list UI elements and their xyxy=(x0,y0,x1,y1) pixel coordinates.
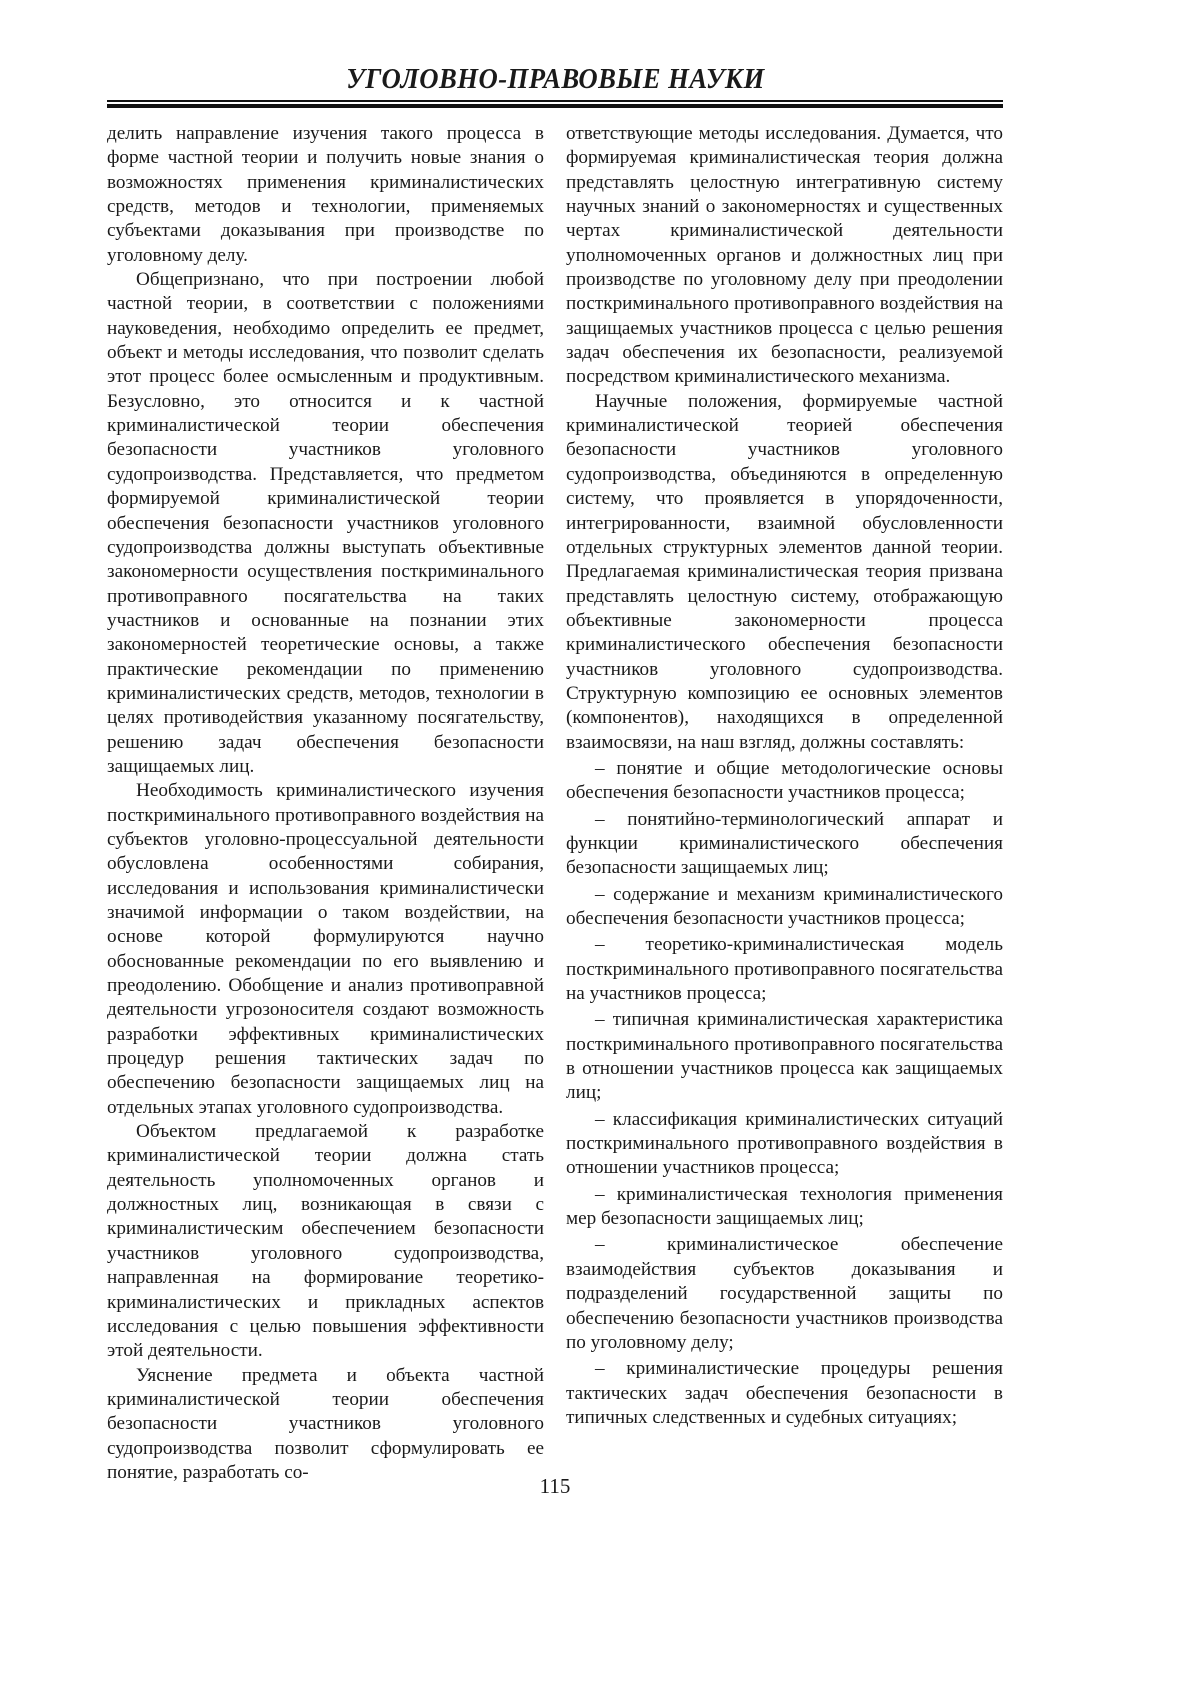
left-column xyxy=(107,122,544,1485)
paragraph: Необходимость криминалистического изучения посткриминального противоправного воздействия на субъектов уголовно-процессуальной деятельности обусловлена особенностями собирания, исследования и использования криминалистически значимой информации о таком воздействии, на основе которой формулируются научно обоснованные рекомендации по его выявлению и преодолению. Обобщение и анализ противоправной деятельности угрозоносителя создают возможность разработки эффективных криминалистических процедур решения тактических задач по обеспечению безопасности защищаемых лиц на отдельных этапах уголовного судопроизводства. xyxy=(107,780,544,1118)
list-item: – типичная криминалистическая характеристика посткриминального противоправного посягательства в отношении участников процесса как защищаемых лиц; xyxy=(566,1009,1003,1104)
section-title: УГОЛОВНО-ПРАВОВЫЕ НАУКИ xyxy=(345,63,765,95)
header-rule-thin xyxy=(107,100,1003,102)
paragraph-continuation: ответствующие методы исследования. Думается, что формируемая криминалистическая теория должна представлять целостную интегративную систему научных знаний о закономерностях и существенных чертах криминалистической деятельности уполномоченных органов и должностных лиц при производстве по уголовному делу при преодолении посткриминального противоправного воздействия на защищаемых участников процесса с целью решения задач обеспечения их безопасности, реализуемой посредством криминалистического механизма. xyxy=(566,123,1003,388)
paragraph-continuation: делить направление изучения такого процесса в форме частной теории и получить новые знания о возможностях применения криминалистических средств, методов и технологии, применяемых субъектами доказывания при производстве по уголовному делу. xyxy=(107,123,544,266)
list-item: – криминалистическая технология применения мер безопасности защищаемых лиц; xyxy=(566,1183,1003,1230)
list-item: – понятийно-терминологический аппарат и функции криминалистического обеспечения безопасности защищаемых лиц; xyxy=(566,808,1003,879)
header-rule-thick xyxy=(107,104,1003,108)
list-item: – криминалистические процедуры решения тактических задач обеспечения безопасности в типичных следственных и судебных ситуациях; xyxy=(566,1358,1003,1428)
list-item: – содержание и механизм криминалистического обеспечения безопасности участников процесса; xyxy=(566,883,1003,929)
list-item: – классификация криминалистических ситуаций посткриминального противоправного воздействия в отношении участников процесса; xyxy=(566,1108,1003,1179)
list-item: – понятие и общие методологические основы обеспечения безопасности участников процесса; xyxy=(566,757,1003,804)
list-item: – криминалистическое обеспечение взаимодействия субъектов доказывания и подразделений государственной защиты по обеспечению безопасности участников производства по уголовному делу; xyxy=(566,1234,1003,1353)
paragraph: Уяснение предмета и объекта частной криминалистической теории обеспечения безопасности участников уголовного судопроизводства позволит сформулировать ее понятие, разработать со- xyxy=(107,1364,544,1483)
running-header xyxy=(107,62,1003,96)
paragraph: Объектом предлагаемой к разработке криминалистической теории должна стать деятельность уполномоченных органов и должностных лиц, возникающая в связи с криминалистическим обеспечением безопасности участников уголовного судопроизводства, направленная на формирование теоретико-криминалистических и прикладных аспектов исследования с целью повышения эффективности этой деятельности. xyxy=(107,1121,544,1362)
paragraph: Общепризнано, что при построении любой частной теории, в соответствии с положениями науковедения, необходимо определить ее предмет, объект и методы исследования, что позволит сделать этот процесс более осмысленным и продуктивным. Безусловно, это относится и к частной криминалистической теории обеспечения безопасности участников уголовного судопроизводства. Представляется, что предметом формируемой криминалистической теории обеспечения безопасности участников уголовного судопроизводства должны выступать объективные закономерности осуществления посткриминального противоправного посягательства на таких участников и основанные на познании этих закономерностей теоретические основы, а также практические рекомендации по применению криминалистических средств, методов, технологии в целях противодействия указанному посягательству, решению задач обеспечения безопасности защищаемых лиц. xyxy=(107,269,544,777)
list-item: – теоретико-криминалистическая модель посткриминального противоправного посягательства на участников процесса; xyxy=(566,934,1003,1005)
page-number: 115 xyxy=(539,1474,571,1498)
paragraph: Научные положения, формируемые частной криминалистической теорией обеспечения безопасности участников уголовного судопроизводства, объединяются в определенную систему, что проявляется в упорядоченности, интегрированности, взаимной обусловленности отдельных структурных элементов данной теории. Предлагаемая криминалистическая теория призвана представлять целостную систему, отображающую объективные закономерности процесса криминалистического обеспечения безопасности участников уголовного судопроизводства. Структурную композицию ее основных элементов (компонентов), находящихся в определенной взаимосвязи, на наш взгляд, должны составлять: xyxy=(566,390,1003,753)
right-column xyxy=(566,122,1003,1430)
